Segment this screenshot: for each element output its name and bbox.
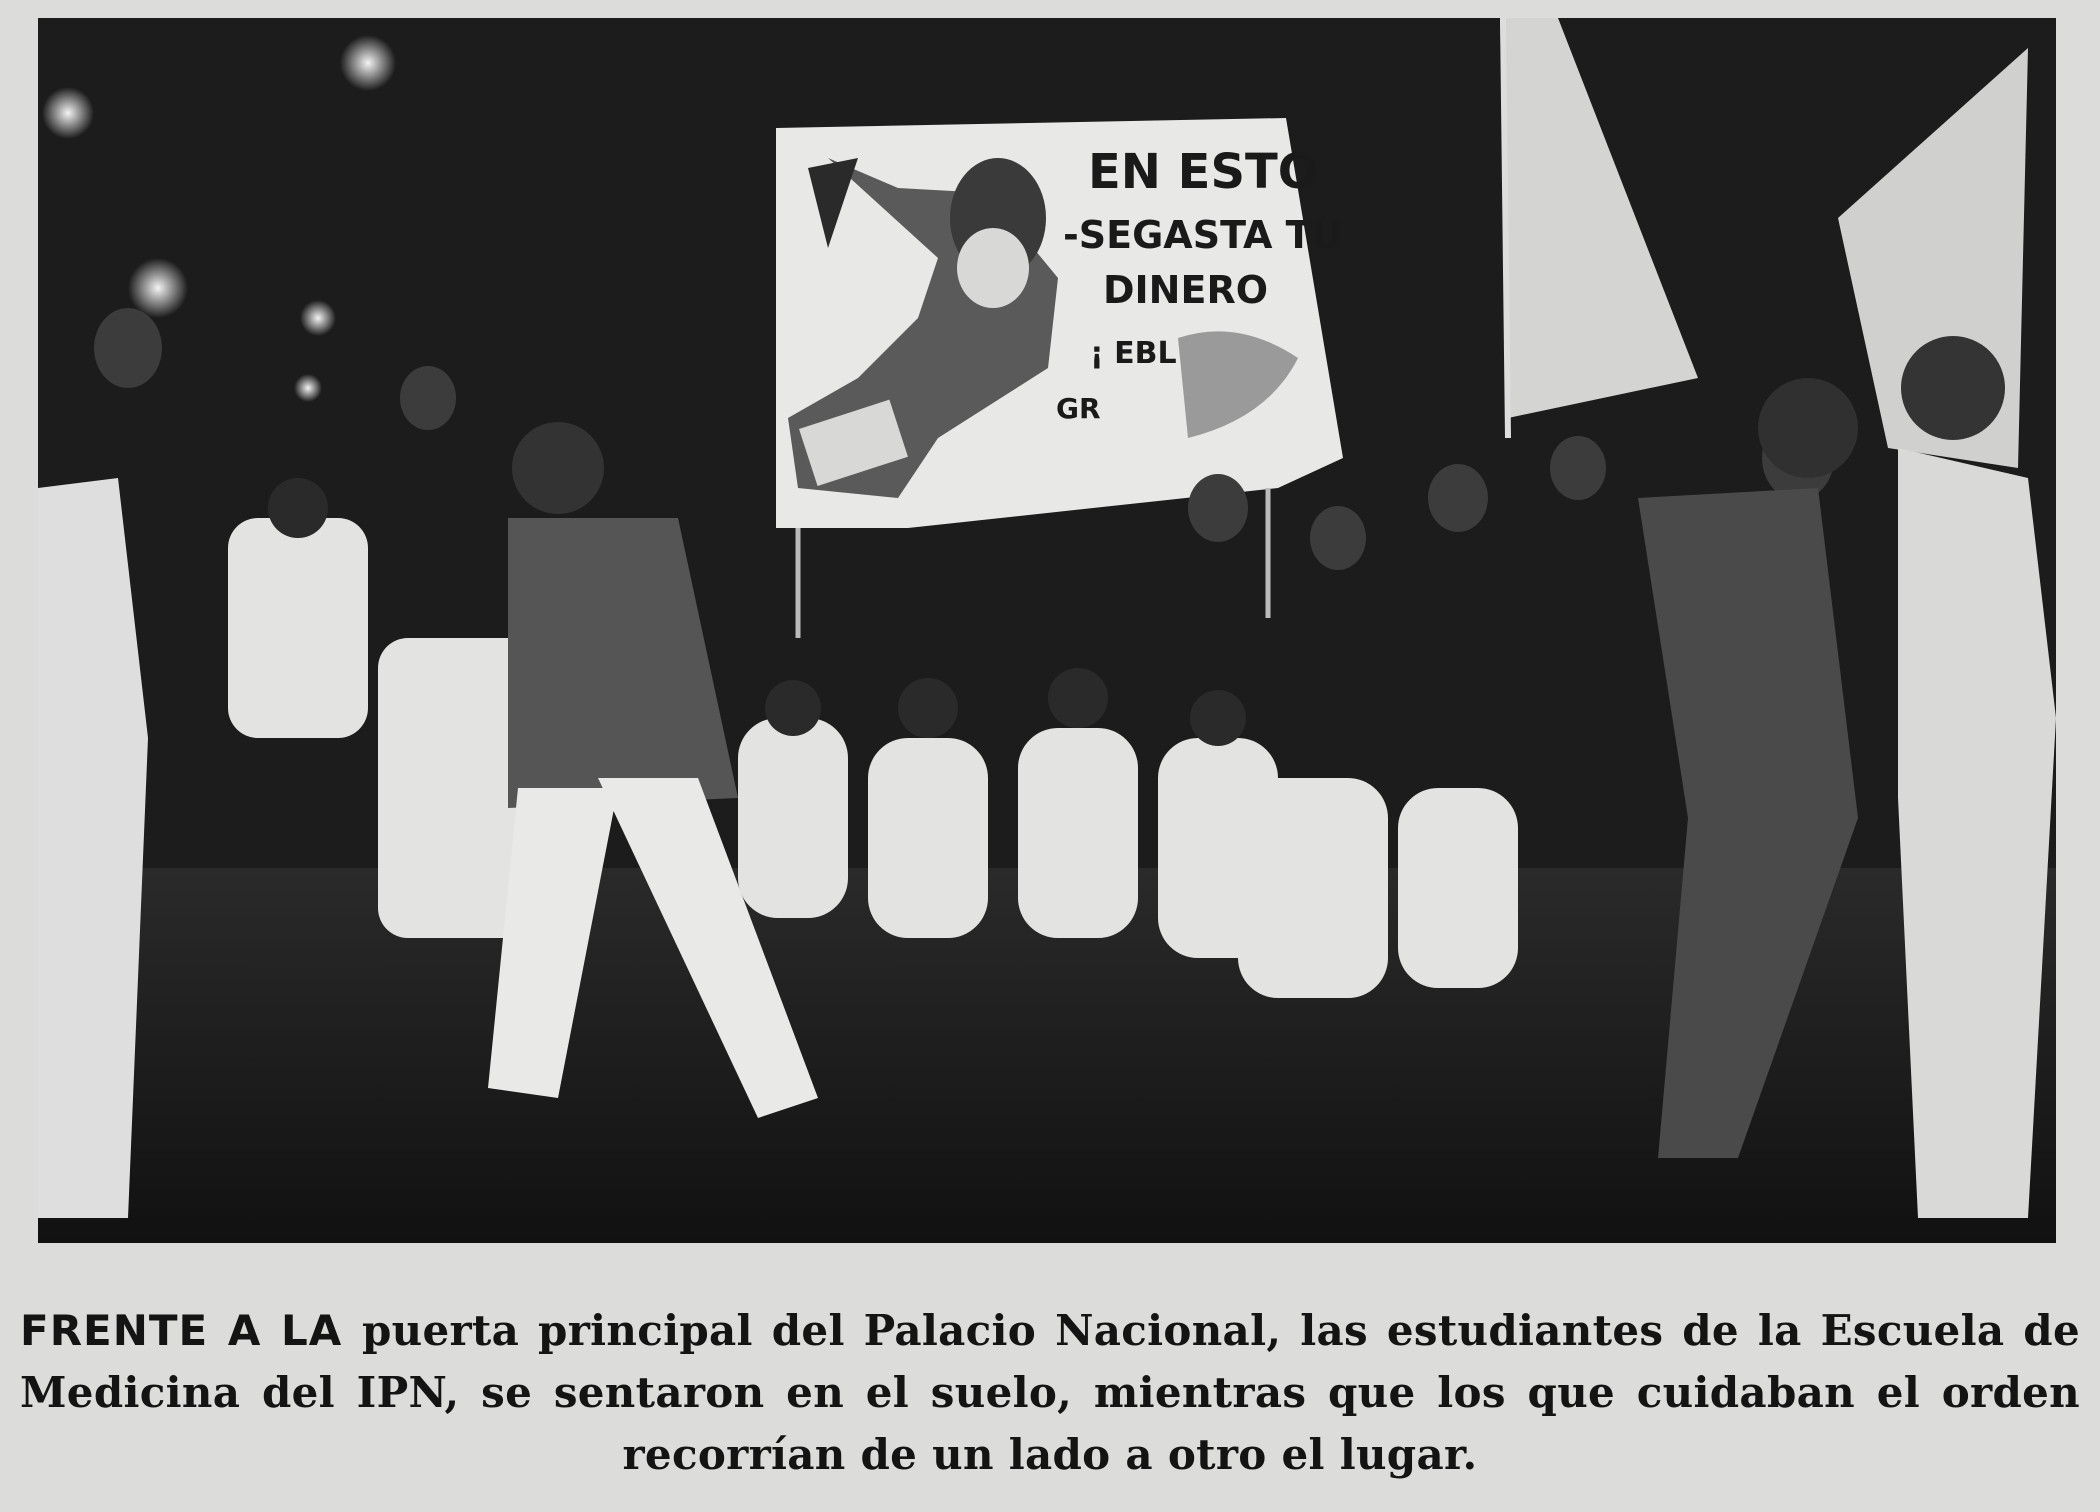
banner-line: ¡ EBL <box>1090 336 1177 371</box>
banner-line: EN ESTO <box>1088 144 1319 200</box>
banner-line: -SEGASTA TU <box>1063 213 1343 257</box>
caption-lead: FRENTE A LA <box>20 1306 362 1355</box>
banner-line: GR <box>1056 392 1101 425</box>
caption-body: puerta principal del Palacio Nacional, las estudiantes de la Escuela de Medicina del IPN, se sentaron en el suelo, mientras que los que cuidaban el orden recorrían de un lado a otro el lugar. <box>20 1306 2080 1479</box>
banner-line: DINERO <box>1103 268 1269 312</box>
photo-caption <box>20 1300 2080 1500</box>
protest-photograph <box>38 18 2056 1243</box>
photo-illustration <box>38 18 2056 1243</box>
